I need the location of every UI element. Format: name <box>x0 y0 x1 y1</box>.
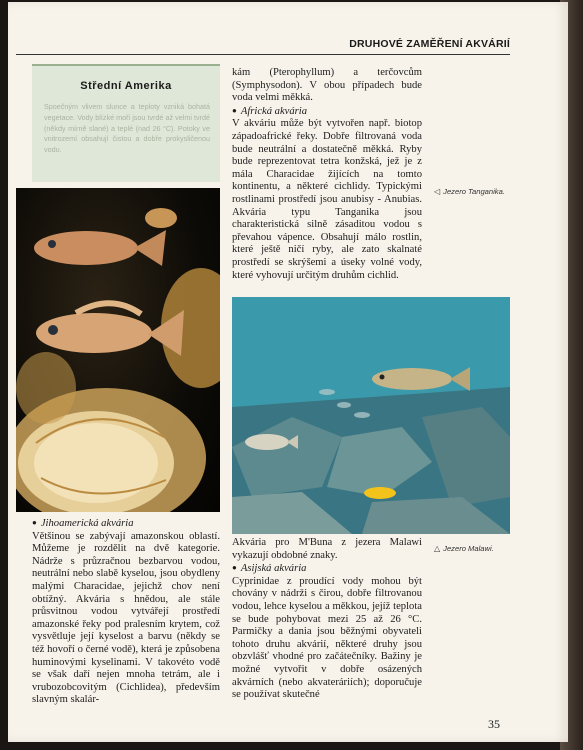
malawi-paragraph: Akvária pro M'Buna z jezera Malawi vykazují obdobné znaky. <box>232 537 422 561</box>
middle-column-text-bottom <box>232 537 422 702</box>
section-heading-south-america: ● Jihoamerická akvária <box>32 518 134 529</box>
sidebar-box-title: Střední Amerika <box>80 80 172 92</box>
sidebar-box-text: Spoečným vlivem slunce a teploty vzniká bohatá vegetace. Vody blízké moři jsou tvrdé až velmi tvrdé (někdy mírně slané) a teplé (nad 26 °C). Potoky ve vnitrozemí obsahují čistou a dobře prokysličenou vodu. <box>44 102 210 155</box>
section-body-africa: V akváriu může být vytvořen např. biotop západoafrické řeky. Dobře filtrovaná voda bude neutrální a dostatečně měkká. Ryby bude reprezentovat tetra konžská, jež je z mála Characidae žijících na tomto kontinentu, a některé cichlidy. Typickými rostlinami prostředí jsou anubisy - Anubias. Akvária typu Tanganika jsou charakteristická silně zásaditou vodou s převahou vápence. Obsahují málo rostlin, které ještě ničí ryby, ale zato skalnaté prostředí se skrýšemi a úseky volné vody, které vyhovují určitým druhům cichlid. <box>232 118 422 281</box>
section-heading-text: Africká akvária <box>240 105 308 117</box>
continuation-paragraph: kám (Pterophyllum) a terčovcům (Symphysodon). V obou případech bude voda velmi měkká. <box>232 67 422 104</box>
section-heading-text: Asijská akvária <box>240 563 307 575</box>
photo-tetra-fish <box>16 188 220 512</box>
caption-text: Jezero Tanganika. <box>443 187 505 196</box>
tetra-fish-illustration <box>16 188 220 512</box>
caption-pointer-icon: ◁ <box>434 187 441 196</box>
section-heading-text: Jihoamerická akvária <box>40 518 134 529</box>
caption-pointer-icon: △ <box>434 544 441 553</box>
middle-column-text-top <box>232 67 422 282</box>
section-heading-asia: ● Asijská akvária <box>232 563 307 575</box>
book-page <box>8 2 568 742</box>
left-column-text <box>32 517 220 707</box>
header-rule <box>16 54 510 55</box>
section-body-asia: Cyprinidae z proudící vody mohou být chovány v nádrži s čirou, dobře filtrovanou vodou, lehce kyselou a měkkou, jejíž teplota se bude pohybovat mezi 25 až 26 °C. Parmičky a dania jsou běžnými obyvateli tohoto druhu akvárií, některé druhy jsou obzvlášť vhodné pro začátečníky. Bažiny je možné vytvořit v dobře osázených akvárních (nebo akvateráriích); doporučuje se používat skutečné <box>232 575 422 701</box>
caption-malawi <box>434 544 514 554</box>
sidebar-box <box>32 64 220 182</box>
page-number: 35 <box>488 717 500 731</box>
photo-lake-malawi <box>232 297 510 534</box>
page-header: DRUHOVÉ ZAMĚŘENÍ AKVÁRIÍ <box>349 38 510 50</box>
section-heading-africa: ● Africká akvária <box>232 105 308 117</box>
caption-tanganika <box>434 187 514 197</box>
section-body-south-america: Většinou se zabývají amazonskou oblastí. Můžeme je rozdělit na dvě kategorie. Nádrže s průzračnou bezbarvou vodou, neutrální nebo slabě kyselou, jsou obydleny malými Characidae, jejichž chov není obtížný. Akvária s hnědou, ale stále průsvitnou vodou vytvářejí prostředí amazonské řeky pod pralesním krytem, což vysvětluje její kyselost a barvu (někdy se též hovoří o černé vodě), která je způsobena huminovými kyselinami. V takovéto vodě se však daří nejen mnoha tetrám, ale i vrubozobcovitým (Cichlidea), především slavným skalár- <box>32 530 220 706</box>
lake-malawi-illustration <box>232 297 510 534</box>
caption-text: Jezero Malawi. <box>443 544 494 553</box>
